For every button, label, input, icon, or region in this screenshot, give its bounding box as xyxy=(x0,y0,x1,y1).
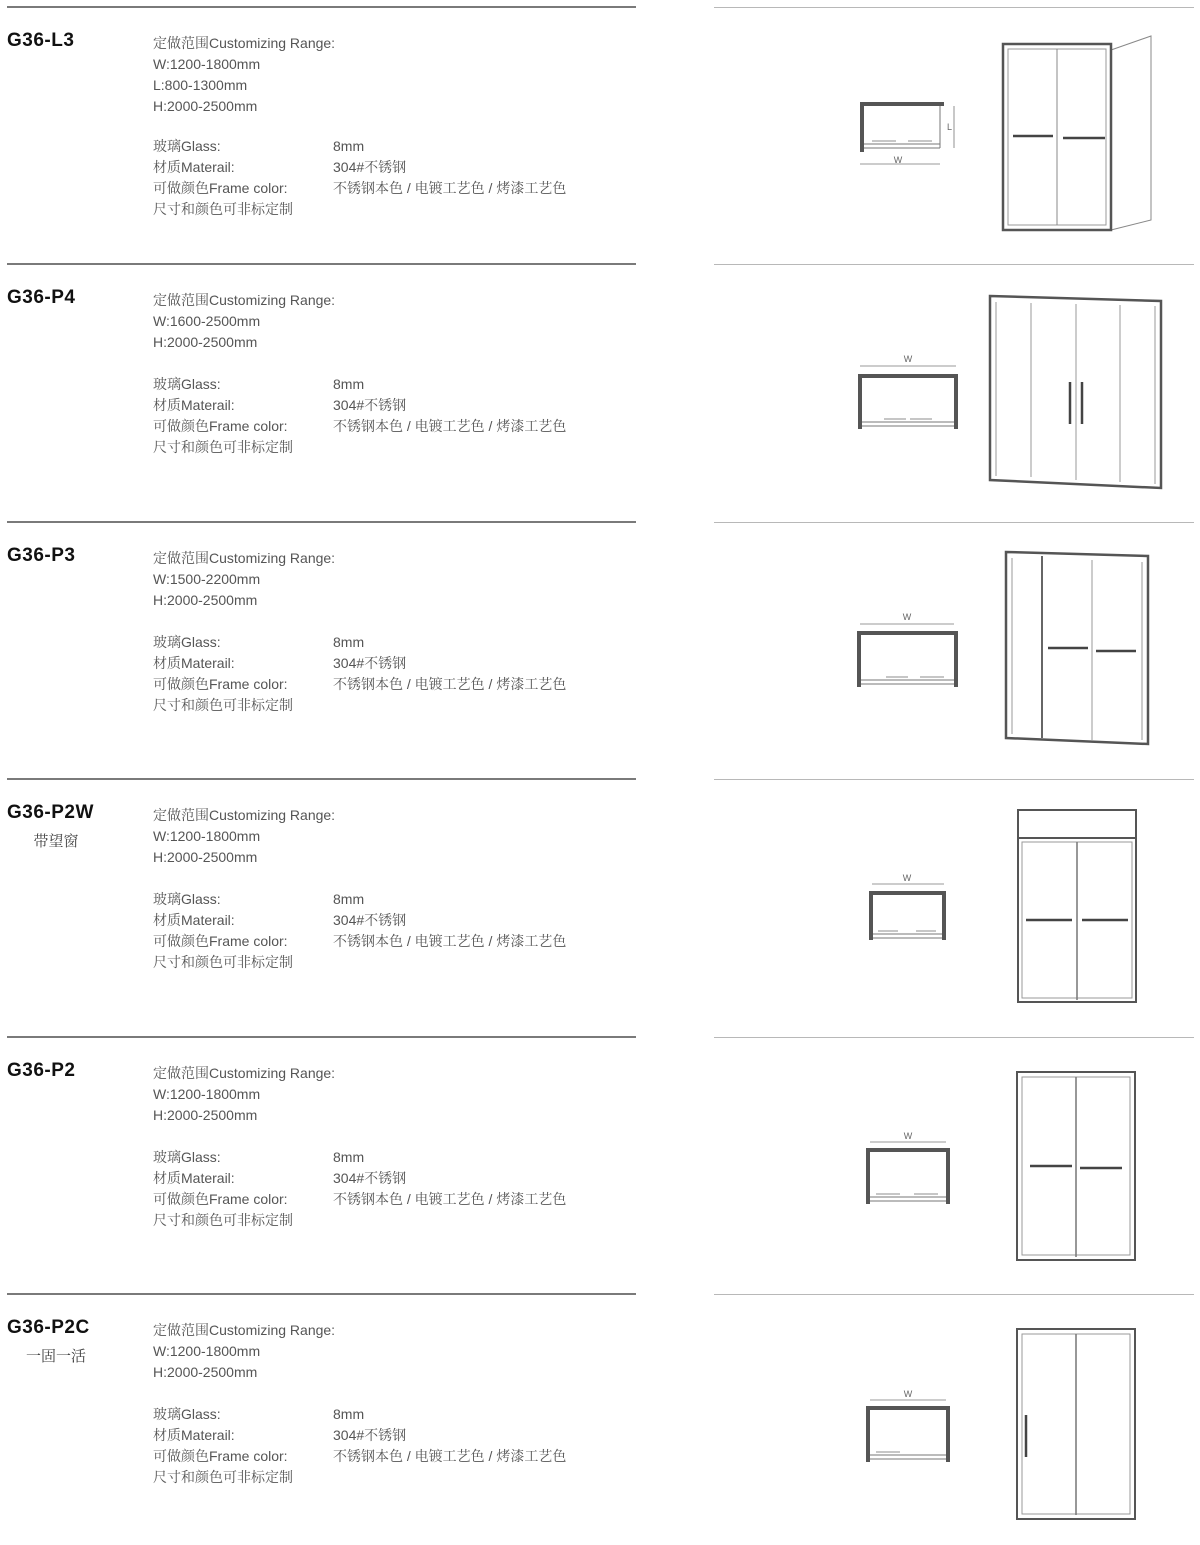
section-divider xyxy=(714,1037,1194,1038)
glass-value: 8mm xyxy=(333,138,365,154)
range-height: H:2000-2500mm xyxy=(153,592,258,608)
model-name: G36-P2 xyxy=(7,1060,76,1081)
range-label: 定做范围Customizing Range: xyxy=(153,550,336,566)
section-divider xyxy=(714,779,1194,780)
glass-label: 玻璃Glass: xyxy=(153,891,221,907)
range-label: 定做范围Customizing Range: xyxy=(153,807,336,823)
color-label: 可做颜色Frame color: xyxy=(153,676,288,692)
model-name: G36-L3 xyxy=(7,30,75,51)
color-value: 不锈钢本色 / 电镀工艺色 / 烤漆工艺色 xyxy=(333,933,567,949)
color-value: 不锈钢本色 / 电镀工艺色 / 烤漆工艺色 xyxy=(333,1191,567,1207)
section-divider xyxy=(7,778,636,780)
color-label: 可做颜色Frame color: xyxy=(153,933,288,949)
shower-door-elevation-icon xyxy=(995,30,1155,235)
material-label: 材质Materail: xyxy=(153,159,235,175)
color-label: 可做颜色Frame color: xyxy=(153,418,288,434)
glass-label: 玻璃Glass: xyxy=(153,1406,221,1422)
glass-label: 玻璃Glass: xyxy=(153,376,221,392)
material-value: 304#不锈钢 xyxy=(333,159,407,175)
material-value: 304#不锈钢 xyxy=(333,912,407,928)
range-width: W:1600-2500mm xyxy=(153,313,261,329)
plan-dim-label: W xyxy=(903,1389,913,1399)
product-row-g36-p2 xyxy=(0,1030,1200,1288)
range-length: L:800-1300mm xyxy=(153,77,248,93)
material-label: 材质Materail: xyxy=(153,397,235,413)
range-width: W:1200-1800mm xyxy=(153,828,261,844)
plan-dim-label: W xyxy=(903,354,913,364)
glass-label: 玻璃Glass: xyxy=(153,138,221,154)
range-height: H:2000-2500mm xyxy=(153,98,258,114)
section-divider xyxy=(714,264,1194,265)
color-value: 不锈钢本色 / 电镀工艺色 / 烤漆工艺色 xyxy=(333,418,567,434)
section-divider xyxy=(7,521,636,523)
shower-door-elevation-icon xyxy=(1000,548,1155,748)
range-height: H:2000-2500mm xyxy=(153,1364,258,1380)
product-row-g36-p3 xyxy=(0,515,1200,773)
range-height: H:2000-2500mm xyxy=(153,1107,258,1123)
material-label: 材质Materail: xyxy=(153,912,235,928)
color-value: 不锈钢本色 / 电镀工艺色 / 烤漆工艺色 xyxy=(333,180,567,196)
range-width: W:1200-1800mm xyxy=(153,56,261,72)
top-view-plan-icon xyxy=(858,1386,958,1466)
range-height: H:2000-2500mm xyxy=(153,849,258,865)
shower-door-elevation-icon xyxy=(1010,1325,1145,1525)
range-label: 定做范围Customizing Range: xyxy=(153,292,336,308)
model-name: G36-P2W xyxy=(7,802,94,823)
range-label: 定做范围Customizing Range: xyxy=(153,35,336,51)
product-row-g36-p2w xyxy=(0,772,1200,1030)
glass-value: 8mm xyxy=(333,1149,365,1165)
range-height: H:2000-2500mm xyxy=(153,334,258,350)
model-name: G36-P3 xyxy=(7,545,76,566)
product-row-g36-p2c xyxy=(0,1287,1200,1545)
range-width: W:1200-1800mm xyxy=(153,1343,261,1359)
model-name: G36-P4 xyxy=(7,287,76,308)
material-value: 304#不锈钢 xyxy=(333,655,407,671)
range-width: W:1200-1800mm xyxy=(153,1086,261,1102)
plan-dim-label: W xyxy=(902,612,912,622)
range-label: 定做范围Customizing Range: xyxy=(153,1322,336,1338)
color-label: 可做颜色Frame color: xyxy=(153,1448,288,1464)
section-divider xyxy=(7,1036,636,1038)
glass-value: 8mm xyxy=(333,891,365,907)
material-label: 材质Materail: xyxy=(153,1427,235,1443)
glass-label: 玻璃Glass: xyxy=(153,1149,221,1165)
custom-note: 尺寸和颜色可非标定制 xyxy=(153,697,293,713)
color-value: 不锈钢本色 / 电镀工艺色 / 烤漆工艺色 xyxy=(333,676,567,692)
plan-dim-label: W xyxy=(903,1131,913,1141)
top-view-plan-icon xyxy=(850,92,970,172)
section-divider xyxy=(714,1294,1194,1295)
glass-label: 玻璃Glass: xyxy=(153,634,221,650)
section-divider xyxy=(7,263,636,265)
model-name: G36-P2C xyxy=(7,1317,90,1338)
custom-note: 尺寸和颜色可非标定制 xyxy=(153,954,293,970)
custom-note: 尺寸和颜色可非标定制 xyxy=(153,201,293,217)
section-divider xyxy=(7,1293,636,1295)
shower-door-elevation-icon xyxy=(1010,804,1145,1006)
top-view-plan-icon xyxy=(850,349,970,434)
shower-door-elevation-icon xyxy=(1010,1068,1145,1264)
color-label: 可做颜色Frame color: xyxy=(153,180,288,196)
top-view-plan-icon xyxy=(850,607,970,692)
range-width: W:1500-2200mm xyxy=(153,571,261,587)
custom-note: 尺寸和颜色可非标定制 xyxy=(153,1212,293,1228)
product-row-g36-p4 xyxy=(0,257,1200,515)
custom-note: 尺寸和颜色可非标定制 xyxy=(153,1469,293,1485)
material-label: 材质Materail: xyxy=(153,1170,235,1186)
plan-dim-label: L xyxy=(946,122,952,132)
material-label: 材质Materail: xyxy=(153,655,235,671)
color-label: 可做颜色Frame color: xyxy=(153,1191,288,1207)
plan-dim-label: W xyxy=(893,155,903,165)
range-label: 定做范围Customizing Range: xyxy=(153,1065,336,1081)
glass-value: 8mm xyxy=(333,634,365,650)
section-divider xyxy=(714,7,1194,8)
material-value: 304#不锈钢 xyxy=(333,1170,407,1186)
section-divider xyxy=(714,522,1194,523)
model-subtitle: 一固一活 xyxy=(25,1348,86,1365)
color-value: 不锈钢本色 / 电镀工艺色 / 烤漆工艺色 xyxy=(333,1448,567,1464)
model-subtitle: 带望窗 xyxy=(33,833,79,850)
top-view-plan-icon xyxy=(862,870,957,945)
custom-note: 尺寸和颜色可非标定制 xyxy=(153,439,293,455)
plan-dim-label: W xyxy=(902,873,912,883)
material-value: 304#不锈钢 xyxy=(333,397,407,413)
material-value: 304#不锈钢 xyxy=(333,1427,407,1443)
section-divider xyxy=(7,6,636,8)
glass-value: 8mm xyxy=(333,1406,365,1422)
shower-door-elevation-icon xyxy=(985,292,1165,492)
glass-value: 8mm xyxy=(333,376,365,392)
top-view-plan-icon xyxy=(858,1128,958,1208)
product-row-g36-l3 xyxy=(0,0,1200,258)
